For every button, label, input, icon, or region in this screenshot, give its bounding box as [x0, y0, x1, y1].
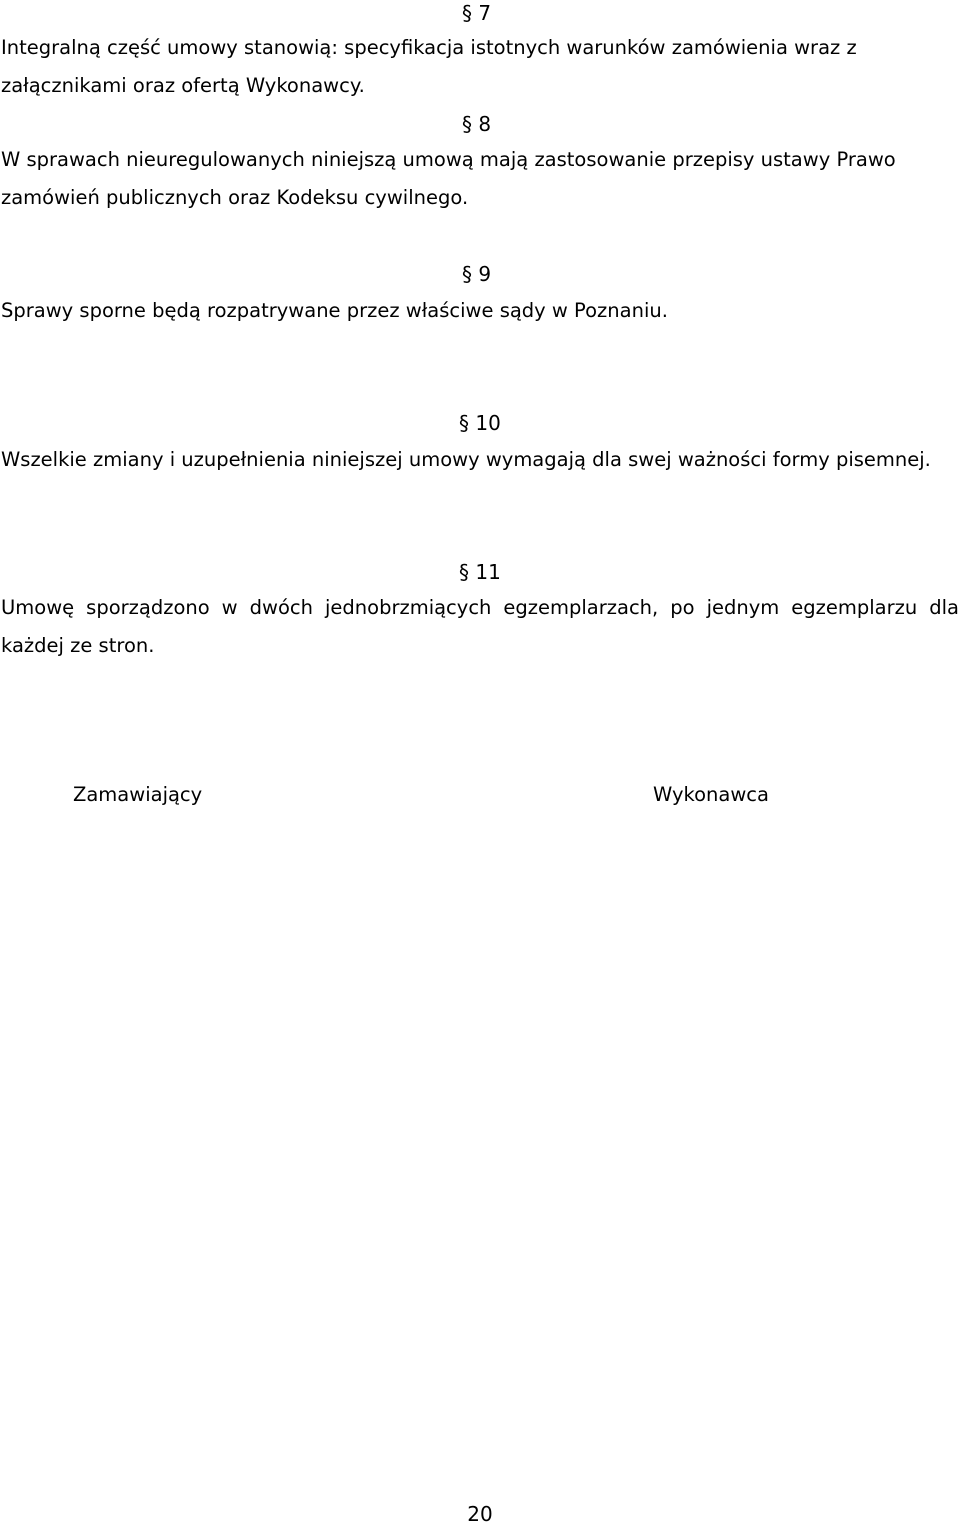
section-8-heading: § 8 — [462, 112, 492, 136]
section-11-text: Umowę sporządzono w dwóch jednobrzmiących egzemplarzach, po jednym egzemplarzu dla każdej ze stron. — [1, 596, 959, 657]
section-9-text: Sprawy sporne będą rozpatrywane przez właściwe sądy w Poznaniu. — [1, 299, 668, 322]
section-9-heading: § 9 — [462, 262, 492, 286]
section-7-text: Integralną część umowy stanowią: specyfikacja istotnych warunków zamówienia wraz z załącznikami oraz ofertą Wykonawcy. — [1, 36, 857, 97]
section-10-heading: § 10 — [459, 411, 501, 435]
page-number: 20 — [467, 1502, 493, 1526]
signature-ordering-party: Zamawiający — [73, 783, 203, 806]
section-8-text: W sprawach nieuregulowanych niniejszą umową mają zastosowanie przepisy ustawy Prawo zamówień publicznych oraz Kodeksu cywilnego. — [1, 148, 896, 209]
section-11-heading: § 11 — [459, 560, 501, 584]
section-10-text: Wszelkie zmiany i uzupełnienia niniejszej umowy wymagają dla swej ważności formy pisemnej. — [1, 448, 931, 471]
section-7-heading: § 7 — [462, 1, 492, 25]
signature-contractor: Wykonawca — [653, 783, 769, 806]
